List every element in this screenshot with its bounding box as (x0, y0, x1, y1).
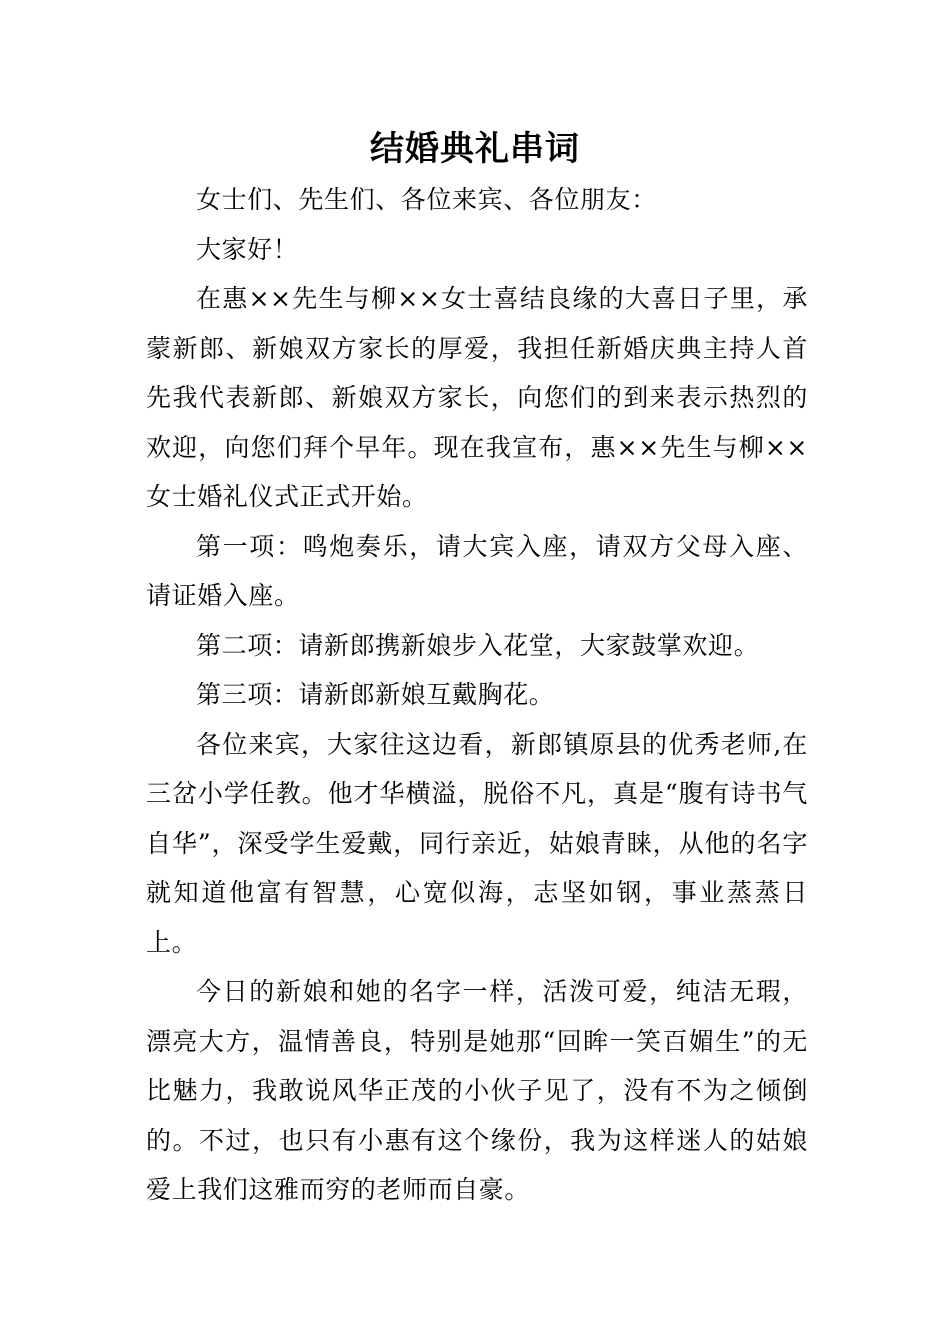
paragraph-bride: 今日的新娘和她的名字一样，活泼可爱，纯洁无瑕，漂亮大方，温情善良，特别是她那“回眸一笑百媚生”的无比魅力，我敢说风华正茂的小伙子见了，没有不为之倾倒的。不过，也只有小惠有这个缘份，我为这样迷人的姑娘爱上我们这雅而穷的老师而自豪。 (146, 977, 808, 1204)
paragraph-item-one: 第一项：鸣炮奏乐，请大宾入座，请双方父母入座、请证婚入座。 (146, 531, 808, 610)
paragraph-groom: 各位来宾，大家往这边看，新郎镇原县的优秀老师,在三岔小学任教。他才华横溢，脱俗不凡，真是“腹有诗书气自华”，深受学生爱戴，同行亲近，姑娘青睐，从他的名字就知道他富有智慧，心宽似海，志坚如钢，事业蒸蒸日上。 (146, 729, 808, 957)
paragraph-greeting: 女士们、先生们、各位来宾、各位朋友： (196, 185, 657, 214)
paragraph-hello: 大家好！ (196, 234, 299, 264)
document-body (146, 175, 808, 1215)
paragraph-item-two: 第二项：请新郎携新娘步入花堂，大家鼓掌欢迎。 (196, 630, 760, 660)
document-title: 结婚典礼串词 (370, 129, 580, 169)
paragraph-opening: 在惠××先生与柳××女士喜结良缘的大喜日子里，承蒙新郎、新娘双方家长的厚爱，我担任新婚庆典主持人首先我代表新郎、新娘双方家长，向您们的到来表示热烈的欢迎，向您们拜个早年。现在我宣布，惠××先生与柳××女士婚礼仪式正式开始。 (146, 284, 808, 511)
paragraph-item-three: 第三项：请新郎新娘互戴胸花。 (196, 680, 555, 709)
